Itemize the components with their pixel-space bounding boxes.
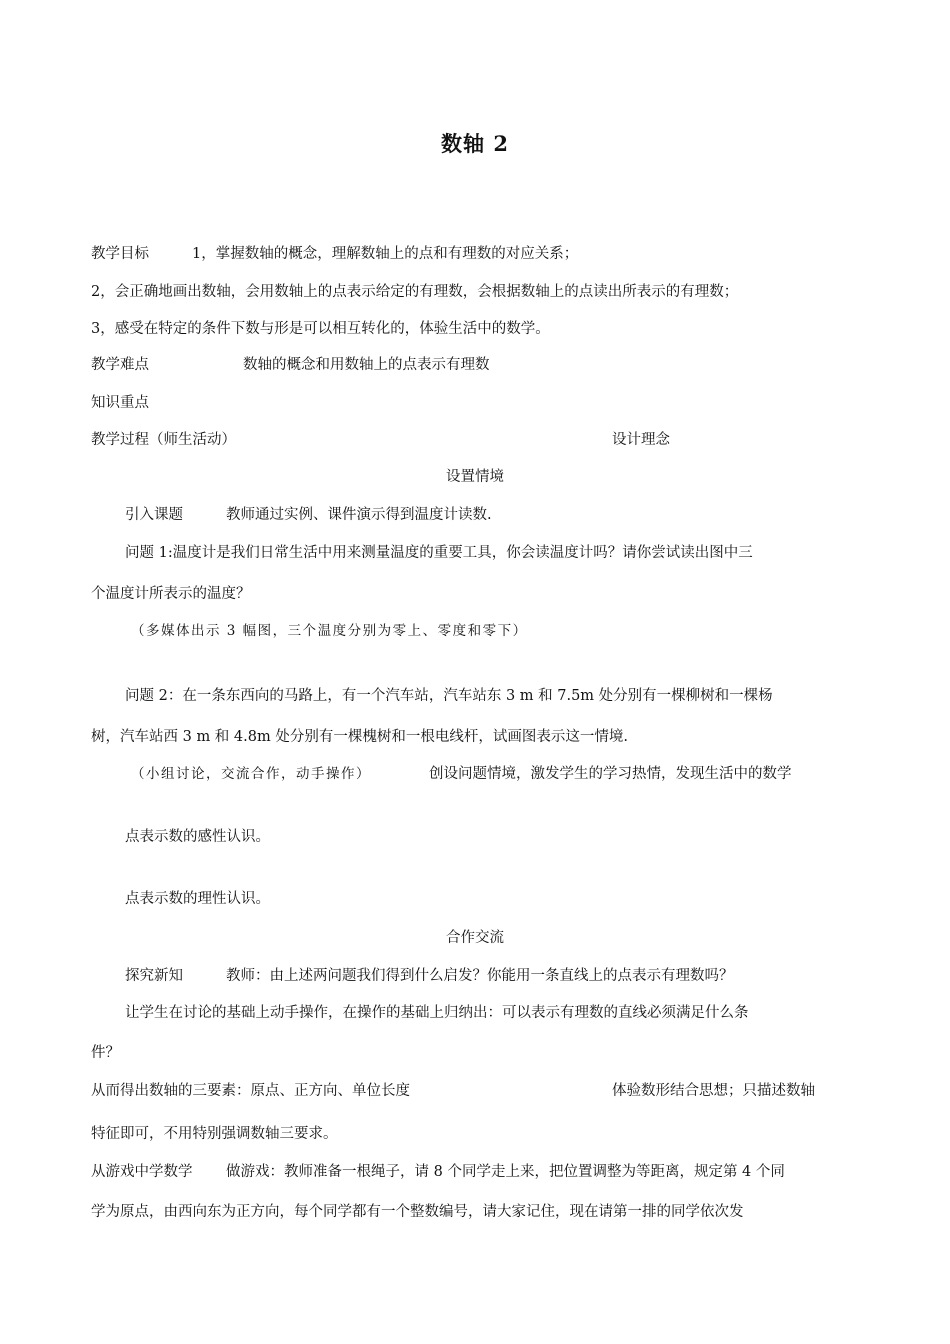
game-line-2: 学为原点，由西向东为正方向，每个同学都有一个整数编号，请大家记住，现在请第一排的同学依次发 [91, 1204, 744, 1220]
objective-item-3: 3，感受在特定的条件下数与形是可以相互转化的，体验生活中的数学。 [91, 321, 550, 337]
three-elements: 从而得出数轴的三要素：原点、正方向、单位长度 [91, 1083, 410, 1099]
perceptual-understanding: 点表示数的感性认识。 [125, 829, 270, 845]
document-title: 数轴 2 [441, 131, 509, 156]
objective-item-2: 2，会正确地画出数轴，会用数轴上的点表示给定的有理数，会根据数轴上的点读出所表示的有理数； [91, 284, 739, 300]
discussion-line-1: 让学生在讨论的基础上动手操作，在操作的基础上归纳出：可以表示有理数的直线必须满足什么条 [125, 1005, 749, 1021]
design-note-elements-line-2: 特征即可，不用特别强调数轴三要求。 [91, 1126, 338, 1142]
key-points-label: 知识重点 [91, 395, 149, 411]
question-1-note: （多媒体出示 3 幅图，三个温度分别为零上、零度和零下） [131, 623, 528, 639]
process-label: 教学过程（师生活动） [91, 432, 236, 448]
question-1-line-2: 个温度计所表示的温度？ [91, 586, 251, 602]
group-activity-note: （小组讨论，交流合作，动手操作） [131, 766, 371, 782]
discussion-line-2: 件？ [91, 1045, 120, 1061]
intro-label: 引入课题 [125, 507, 183, 523]
question-2-line-1: 问题 2：在一条东西向的马路上，有一个汽车站，汽车站东 3 m 和 7.5m 处分别有一棵柳树和一棵杨 [125, 688, 773, 704]
objective-item-1: 1，掌握数轴的概念，理解数轴上的点和有理数的对应关系； [192, 246, 579, 262]
game-line-1: 做游戏：教师准备一根绳子，请 8 个同学走上来，把位置调整为等距离，规定第 4 个同 [226, 1164, 785, 1180]
objectives-label: 教学目标 [91, 246, 149, 262]
difficulty-text: 数轴的概念和用数轴上的点表示有理数 [243, 357, 490, 373]
game-label: 从游戏中学数学 [91, 1164, 193, 1180]
intro-text: 教师通过实例、课件演示得到温度计读数. [226, 507, 492, 523]
section-heading-scenario: 设置情境 [446, 469, 504, 485]
section-heading-cooperation: 合作交流 [446, 930, 504, 946]
explore-label: 探究新知 [125, 968, 183, 984]
explore-text: 教师：由上述两问题我们得到什么启发？你能用一条直线上的点表示有理数吗？ [226, 968, 734, 984]
design-note-elements-line-1: 体验数形结合思想；只描述数轴 [612, 1083, 815, 1099]
rational-understanding: 点表示数的理性认识。 [125, 891, 270, 907]
design-label: 设计理念 [612, 432, 670, 448]
question-2-line-2: 树，汽车站西 3 m 和 4.8m 处分别有一棵槐树和一根电线杆，试画图表示这一情境. [91, 729, 628, 745]
difficulty-label: 教学难点 [91, 357, 149, 373]
design-note-scenario: 创设问题情境，激发学生的学习热情，发现生活中的数学 [429, 766, 792, 782]
question-1-line-1: 问题 1:温度计是我们日常生活中用来测量温度的重要工具，你会读温度计吗？请你尝试读出图中三 [125, 545, 753, 561]
